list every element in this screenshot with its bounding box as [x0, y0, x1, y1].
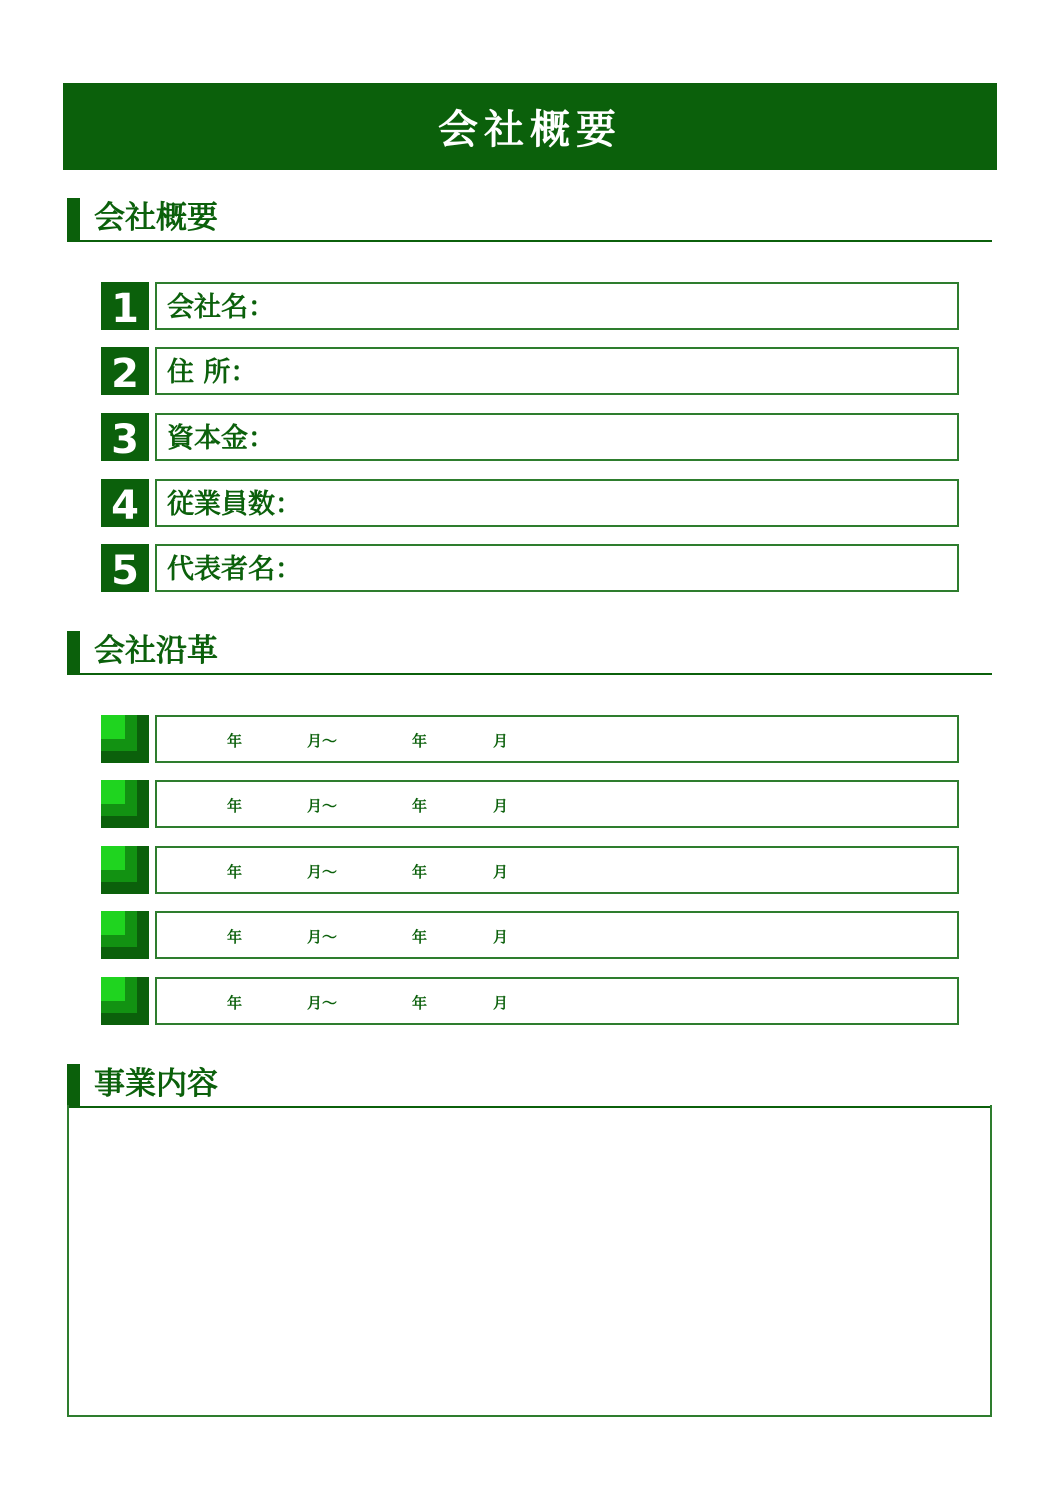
- info-row-company-name: [101, 282, 959, 331]
- year-from-label: 年: [227, 994, 243, 1012]
- field-label: 従業員数：: [167, 489, 302, 520]
- year-from-label: 年: [227, 732, 243, 750]
- field-label: 住 所：: [167, 357, 258, 388]
- year-from-label: 年: [227, 863, 243, 881]
- item-number: 2: [101, 347, 149, 395]
- section-heading-history: [67, 631, 992, 675]
- field-label: 資本金：: [167, 423, 275, 454]
- cube-icon: [101, 715, 149, 763]
- cube-icon: [101, 911, 149, 959]
- history-row: [101, 977, 959, 1026]
- history-field[interactable]: [155, 715, 959, 763]
- page-title: 会社概要: [438, 107, 622, 153]
- month-to-label: 月: [493, 732, 509, 750]
- year-to-label: 年: [412, 928, 428, 946]
- representative-field[interactable]: [155, 544, 959, 592]
- section-title: 会社沿革: [94, 633, 218, 669]
- item-number: 3: [101, 413, 149, 461]
- section-marker: [67, 631, 80, 673]
- cube-icon: [101, 846, 149, 894]
- item-number: 5: [101, 544, 149, 592]
- section-marker: [67, 198, 80, 240]
- history-field[interactable]: [155, 977, 959, 1025]
- history-row: [101, 846, 959, 895]
- cube-icon: [101, 977, 149, 1025]
- month-from-label: 月～: [307, 797, 338, 815]
- section-title: 会社概要: [94, 200, 218, 236]
- section-marker: [67, 1064, 80, 1106]
- history-row: [101, 911, 959, 960]
- month-from-label: 月～: [307, 863, 338, 881]
- section-heading-overview: [67, 198, 992, 242]
- history-field[interactable]: [155, 846, 959, 894]
- capital-field[interactable]: [155, 413, 959, 461]
- year-to-label: 年: [412, 732, 428, 750]
- field-label: 代表者名：: [167, 554, 302, 585]
- page-banner: [63, 83, 997, 170]
- employees-field[interactable]: [155, 479, 959, 527]
- year-from-label: 年: [227, 797, 243, 815]
- item-number: 1: [101, 282, 149, 330]
- address-field[interactable]: [155, 347, 959, 395]
- company-name-field[interactable]: [155, 282, 959, 330]
- year-to-label: 年: [412, 863, 428, 881]
- business-content-field[interactable]: [67, 1105, 992, 1417]
- month-to-label: 月: [493, 994, 509, 1012]
- history-field[interactable]: [155, 780, 959, 828]
- info-row-capital: [101, 413, 959, 462]
- info-row-address: [101, 347, 959, 396]
- history-row: [101, 715, 959, 764]
- month-to-label: 月: [493, 863, 509, 881]
- history-field[interactable]: [155, 911, 959, 959]
- field-label: 会社名：: [167, 292, 275, 323]
- year-from-label: 年: [227, 928, 243, 946]
- item-number: 4: [101, 479, 149, 527]
- month-from-label: 月～: [307, 732, 338, 750]
- info-row-representative: [101, 544, 959, 593]
- section-title: 事業内容: [94, 1066, 218, 1102]
- history-row: [101, 780, 959, 829]
- info-row-employees: [101, 479, 959, 528]
- month-from-label: 月～: [307, 928, 338, 946]
- month-from-label: 月～: [307, 994, 338, 1012]
- month-to-label: 月: [493, 928, 509, 946]
- cube-icon: [101, 780, 149, 828]
- section-heading-business: [67, 1064, 992, 1108]
- year-to-label: 年: [412, 994, 428, 1012]
- month-to-label: 月: [493, 797, 509, 815]
- year-to-label: 年: [412, 797, 428, 815]
